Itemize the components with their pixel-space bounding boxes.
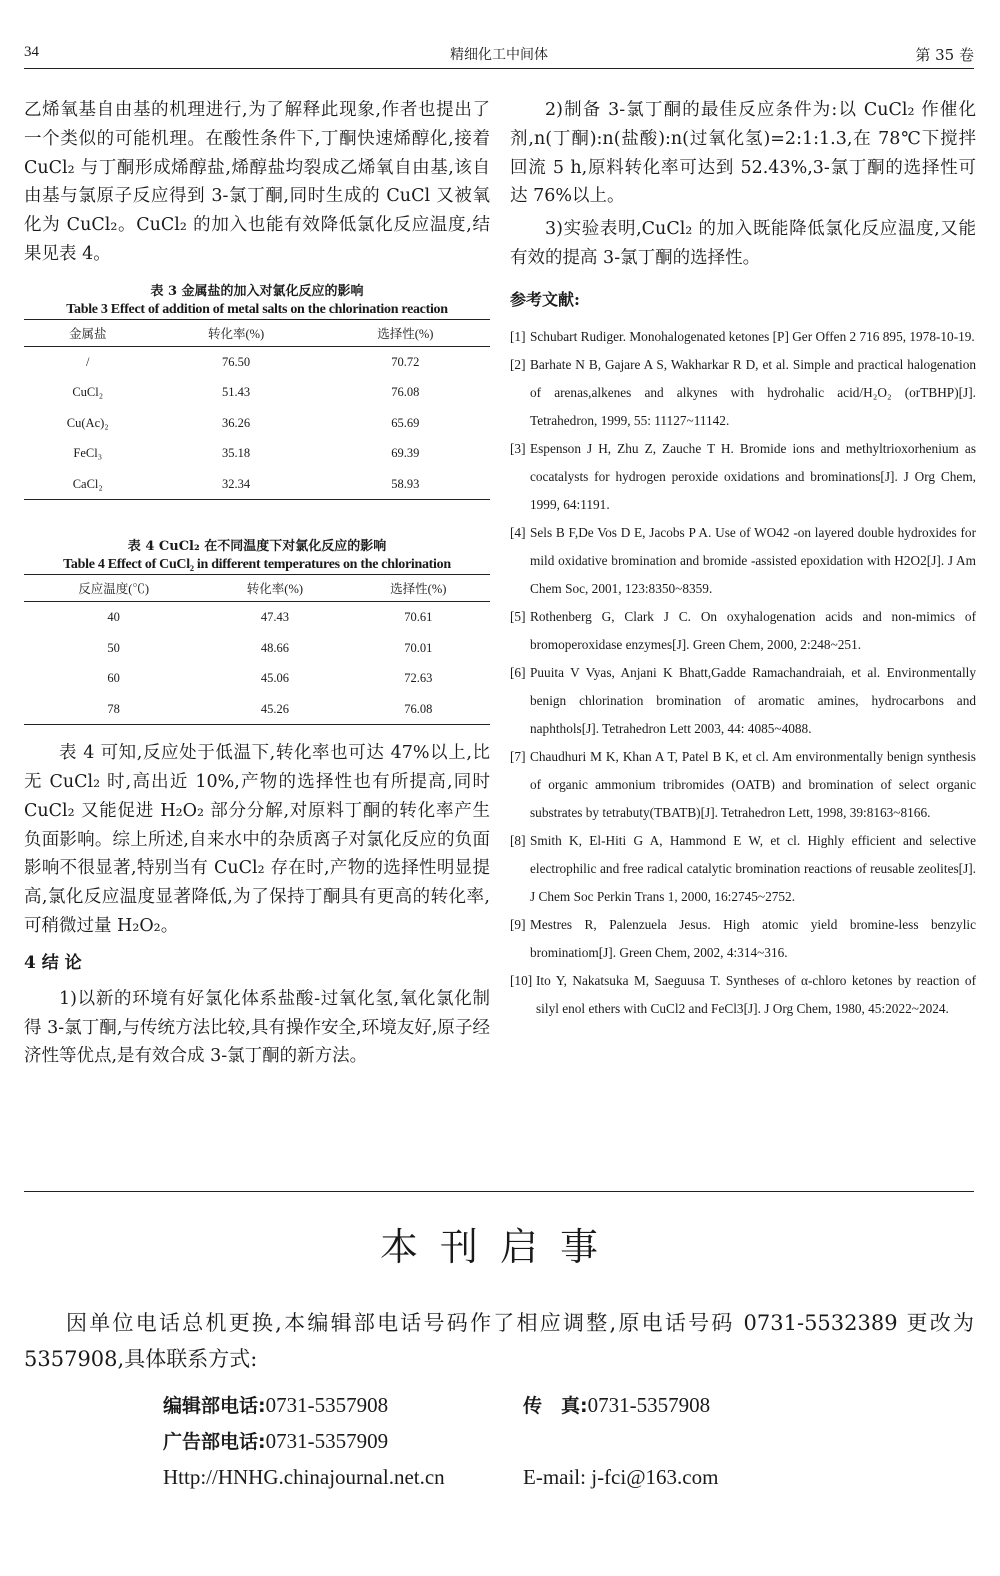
reference-number: [2]	[510, 356, 526, 372]
table-cell: FeCl₃	[73, 446, 103, 461]
reference-text: Ito Y, Nakatsuka M, Saeguusa T. Syntheses of α-chloro ketones by reaction of silyl enol ethers with CuCl2 and FeCl3[J]. J Org Chem, 1980, 45:2022~2024.	[536, 972, 976, 1016]
table-cell: 45.06	[260, 671, 289, 686]
table-row	[24, 408, 490, 439]
email-line	[523, 1462, 718, 1492]
conclusion-3: 3)实验表明,CuCl₂ 的加入既能降低氯化反应温度,又能有效的提高 3-氯丁酮的选择性。	[510, 219, 976, 268]
reference-text: Puuita V Vyas, Anjani K Bhatt,Gadde Ramachandraiah, et al. Environmentally benign chlorination bromination of aromatic amines, hydrocarbons and naphthols[J]. Tetrahedron Lett 2003, 44: 4085~4088.	[530, 664, 976, 736]
table-cell: 72.63	[404, 671, 433, 686]
right-column	[510, 96, 976, 1023]
table-cell: 76.08	[391, 385, 420, 400]
table3-header: 金属盐	[24, 319, 151, 346]
reference-text: Smith K, El-Hiti G A, Hammond E W, et cl. Highly efficient and selective electrophilic and free radical catalytic bromination reactions of reusable zeolites[J]. J Chem Soc Perkin Trans 1, 2000, 16:2745~2752.	[530, 832, 976, 904]
reference-number: [1]	[510, 328, 526, 344]
table-cell: 69.39	[391, 446, 420, 461]
table-cell: 70.01	[404, 640, 433, 655]
ad-phone-line	[163, 1426, 388, 1457]
reference-number: [5]	[510, 608, 526, 624]
fax-number: 0731-5357908	[587, 1393, 711, 1417]
table-cell: 76.50	[222, 354, 251, 369]
reference-item	[510, 967, 976, 1023]
table-row	[24, 663, 490, 694]
table4-header: 转化率(%)	[203, 575, 346, 602]
table-3	[24, 319, 490, 501]
reference-number: [6]	[510, 664, 526, 680]
table-cell: CaCl₂	[24, 469, 151, 500]
table-row	[24, 438, 490, 469]
references-heading: 参考文献:	[510, 289, 580, 309]
conclusion-2: 2)制备 3-氯丁酮的最佳反应条件为:以 CuCl₂ 作催化剂,n(丁酮):n(盐酸):n(过氧化氢)=2:1:1.3,在 78℃下搅拌回流 5 h,原料转化率可达到 52.43%,3-氯丁酮的选择性可达 76%以上。	[510, 100, 976, 207]
table-cell: 48.66	[260, 640, 289, 655]
fax-line	[523, 1390, 710, 1421]
reference-item	[510, 911, 976, 967]
table-cell: 70.72	[391, 354, 420, 369]
reference-list	[510, 323, 976, 1023]
table-cell: 45.26	[203, 694, 346, 725]
table-cell: 76.08	[347, 694, 490, 725]
table-cell: 32.34	[151, 469, 320, 500]
table-cell: /	[85, 354, 90, 369]
table-row	[24, 602, 490, 633]
website-line	[163, 1462, 445, 1492]
table4-header: 反应温度(℃)	[24, 575, 203, 602]
reference-item	[510, 351, 976, 435]
table-row	[24, 377, 490, 408]
reference-number: [4]	[510, 524, 526, 540]
table4-caption-cn: 表 4 CuCl₂ 在不同温度下对氯化反应的影响	[127, 539, 387, 555]
table-row	[24, 694, 490, 725]
table-cell: 35.18	[222, 446, 251, 461]
table-row	[24, 469, 490, 500]
left-column	[24, 96, 490, 1071]
reference-item	[510, 323, 976, 351]
table4-header: 选择性(%)	[347, 575, 490, 602]
table-cell: 58.93	[321, 469, 490, 500]
ad-phone: 0731-5357909	[265, 1429, 389, 1453]
reference-text: Rothenberg G, Clark J C. On oxyhalogenation acids and non-mimics of bromoperoxidase enzymes[J]. Green Chem, 2000, 2:248~251.	[530, 608, 976, 652]
table3-header: 转化率(%)	[151, 319, 320, 346]
fax-label: 传 真:	[523, 1395, 588, 1417]
reference-text: Mestres R, Palenzuela Jesus. High atomic yield bromine-less benzylic brominatiom[J]. Green Chem, 2002, 4:314~316.	[530, 916, 976, 960]
journal-name: 精细化工中间体	[450, 47, 548, 63]
table-cell: CuCl₂	[72, 385, 104, 400]
reference-item	[510, 519, 976, 603]
table3-header: 选择性(%)	[321, 319, 490, 346]
reference-text: Schubart Rudiger. Monohalogenated ketones [P] Ger Offen 2 716 895, 1978-10-19.	[530, 328, 975, 344]
table-cell: 78	[24, 694, 203, 725]
section-divider	[24, 1191, 974, 1192]
conclusion-1: 1)以新的环境有好氯化体系盐酸-过氧化氢,氧化氯化制得 3-氯丁酮,与传统方法比较,具有操作安全,环境友好,原子经济性等优点,是有效合成 3-氯丁酮的新方法。	[24, 988, 490, 1067]
website-link[interactable]: Http://HNHG.chinajournal.net.cn	[163, 1465, 445, 1489]
reference-item	[510, 435, 976, 519]
email-link[interactable]: E-mail: j-fci@163.com	[523, 1465, 719, 1489]
reference-number: [3]	[510, 440, 526, 456]
reference-number: [7]	[510, 748, 526, 764]
reference-item	[510, 603, 976, 659]
reference-number: [8]	[510, 832, 526, 848]
table-row	[24, 346, 490, 377]
reference-item	[510, 659, 976, 743]
volume-label: 第 35 卷	[915, 46, 974, 64]
table-cell: 70.61	[404, 610, 433, 625]
reference-item	[510, 743, 976, 827]
page-header	[24, 38, 974, 69]
notice-title: 本刊启事	[379, 1225, 620, 1269]
editorial-phone-label: 编辑部电话:	[163, 1395, 266, 1417]
table-cell: 36.26	[222, 415, 251, 430]
page-number: 34	[24, 44, 39, 60]
reference-number: [10]	[510, 972, 533, 988]
paragraph-discussion: 表 4 可知,反应处于低温下,转化率也可达 47%以上,比无 CuCl₂ 时,高出近 10%,产物的选择性也有所提高,同时 CuCl₂ 又能促进 H₂O₂ 部分分解,对原料丁酮的转化率产生负面影响。综上所述,自来水中的杂质离子对氯化反应的负面影响不很显著,特别当有 CuCl₂ 存在时,产物的选择性明显提高,氯化反应温度显著降低,为了保持丁酮具有更高的转化率,可稍微过量 H₂O₂。	[24, 743, 490, 937]
reference-number: [9]	[510, 916, 526, 932]
table-cell: 50	[107, 640, 120, 655]
section-heading: 4 结 论	[24, 952, 82, 973]
editorial-phone-line	[163, 1390, 388, 1421]
reference-text: Espenson J H, Zhu Z, Zauche T H. Bromide ions and methyltrioxorhenium as cocatalysts for hydrogen peroxide oxidations and brominations[J]. J Org Chem, 1999, 64:1191.	[530, 440, 976, 512]
table4-caption-en: Table 4 Effect of CuCl₂ in different temperatures on the chlorination	[63, 557, 451, 573]
table-cell: Cu(Ac)₂	[66, 415, 109, 430]
editorial-phone: 0731-5357908	[265, 1393, 389, 1417]
table-cell: 65.69	[391, 415, 420, 430]
table-row	[24, 633, 490, 664]
table-4	[24, 574, 490, 725]
table3-caption-en: Table 3 Effect of addition of metal salts on the chlorination reaction	[66, 301, 448, 317]
paragraph-mechanism: 乙烯氧基自由基的机理进行,为了解释此现象,作者也提出了一个类似的可能机理。在酸性条件下,丁酮快速烯醇化,接着 CuCl₂ 与丁酮形成烯醇盐,烯醇盐均裂成乙烯氧自由基,该自由基与氯原子反应得到 3-氯丁酮,同时生成的 CuCl 又被氧化为 CuCl₂。CuCl₂ 的加入也能有效降低氯化反应温度,结果见表 4。	[24, 100, 490, 264]
table-cell: 40	[107, 610, 120, 625]
table-cell: 51.43	[222, 385, 251, 400]
table-cell: 60	[107, 671, 120, 686]
reference-text: Barhate N B, Gajare A S, Wakharkar R D, et al. Simple and practical halogenation of arenas,alkenes and alkynes with hydrohalic acid/H₂O₂ (orTBHP)[J]. Tetrahedron, 1999, 55: 11127~11142.	[530, 356, 976, 428]
table3-caption-cn: 表 3 金属盐的加入对氯化反应的影响	[150, 283, 364, 299]
ad-phone-label: 广告部电话:	[163, 1431, 266, 1453]
reference-text: Chaudhuri M K, Khan A T, Patel B K, et cl. Am environmentally benign synthesis of organic ammonium tribromides (OATB) and bromination of select organic substrates by tetrabuty(TBATB)[J]. Tetrahedron Lett, 1998, 39:8163~8166.	[530, 748, 976, 820]
reference-item	[510, 827, 976, 911]
notice-text: 因单位电话总机更换,本编辑部电话号码作了相应调整,原电话号码 0731-5532389 更改为 5357908,具体联系方式:	[24, 1311, 974, 1371]
table-cell: 47.43	[260, 610, 289, 625]
reference-text: Sels B F,De Vos D E, Jacobs P A. Use of WO42 -on layered double hydroxides for mild oxidative bromination and bromide -assisted epoxidation with H2O2[J]. J Am Chem Soc, 2001, 123:8350~8359.	[530, 524, 976, 596]
